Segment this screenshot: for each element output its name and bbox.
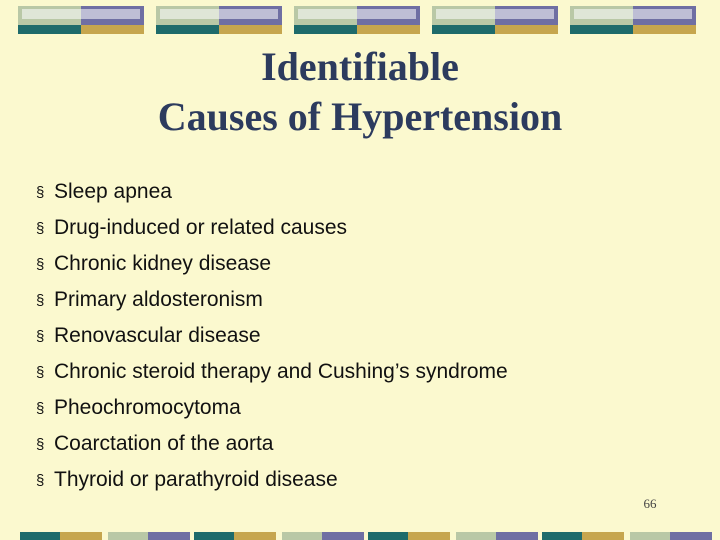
band-segment	[148, 532, 190, 540]
band-block	[432, 6, 558, 34]
band-segment	[368, 532, 408, 540]
list-item	[36, 354, 508, 390]
band-segment	[496, 532, 538, 540]
bullet-text: Renovascular disease	[54, 324, 261, 347]
band-block	[156, 6, 282, 34]
bullet-text: Chronic steroid therapy and Cushing’s syndrome	[54, 360, 508, 383]
band-segment	[108, 532, 148, 540]
band-segment	[282, 532, 322, 540]
band-segment	[542, 532, 582, 540]
band-segment	[60, 532, 102, 540]
bullet-text: Chronic kidney disease	[54, 252, 272, 275]
list-item	[36, 426, 508, 462]
bullet-icon: §	[36, 256, 45, 273]
bullet-icon: §	[36, 436, 45, 453]
slide-title	[0, 42, 720, 142]
bullet-text: Pheochromocytoma	[54, 396, 241, 419]
title-line-2: Causes of Hypertension	[157, 94, 563, 139]
bullet-icon: §	[36, 220, 45, 237]
band-segment	[582, 532, 624, 540]
bullet-icon: §	[36, 400, 45, 417]
band-segment	[630, 532, 670, 540]
bullet-text: Thyroid or parathyroid disease	[54, 468, 338, 491]
list-item	[36, 210, 508, 246]
list-item	[36, 174, 508, 210]
band-segment	[670, 532, 712, 540]
band-block	[294, 6, 420, 34]
list-item	[36, 390, 508, 426]
list-item	[36, 318, 508, 354]
band-segment	[20, 532, 60, 540]
title-line-1: Identifiable	[261, 44, 459, 89]
bullet-icon: §	[36, 292, 45, 309]
list-item	[36, 462, 508, 498]
band-block	[570, 6, 696, 34]
list-item	[36, 282, 508, 318]
decorative-top-band	[0, 0, 720, 40]
bullet-icon: §	[36, 184, 45, 201]
bullet-icon: §	[36, 472, 45, 489]
bullet-text: Sleep apnea	[54, 180, 172, 203]
bullet-text: Coarctation of the aorta	[54, 432, 274, 455]
decorative-bottom-band	[0, 532, 720, 540]
band-segment	[234, 532, 276, 540]
bullet-icon: §	[36, 364, 45, 381]
band-segment	[408, 532, 450, 540]
bullet-list	[36, 174, 508, 498]
bullet-text: Drug-induced or related causes	[54, 216, 347, 239]
page-number: 66	[643, 496, 657, 511]
bullet-text: Primary aldosteronism	[54, 288, 263, 311]
band-segment	[322, 532, 364, 540]
list-item	[36, 246, 508, 282]
band-segment	[456, 532, 496, 540]
band-segment	[194, 532, 234, 540]
bullet-icon: §	[36, 328, 45, 345]
band-block	[18, 6, 144, 34]
